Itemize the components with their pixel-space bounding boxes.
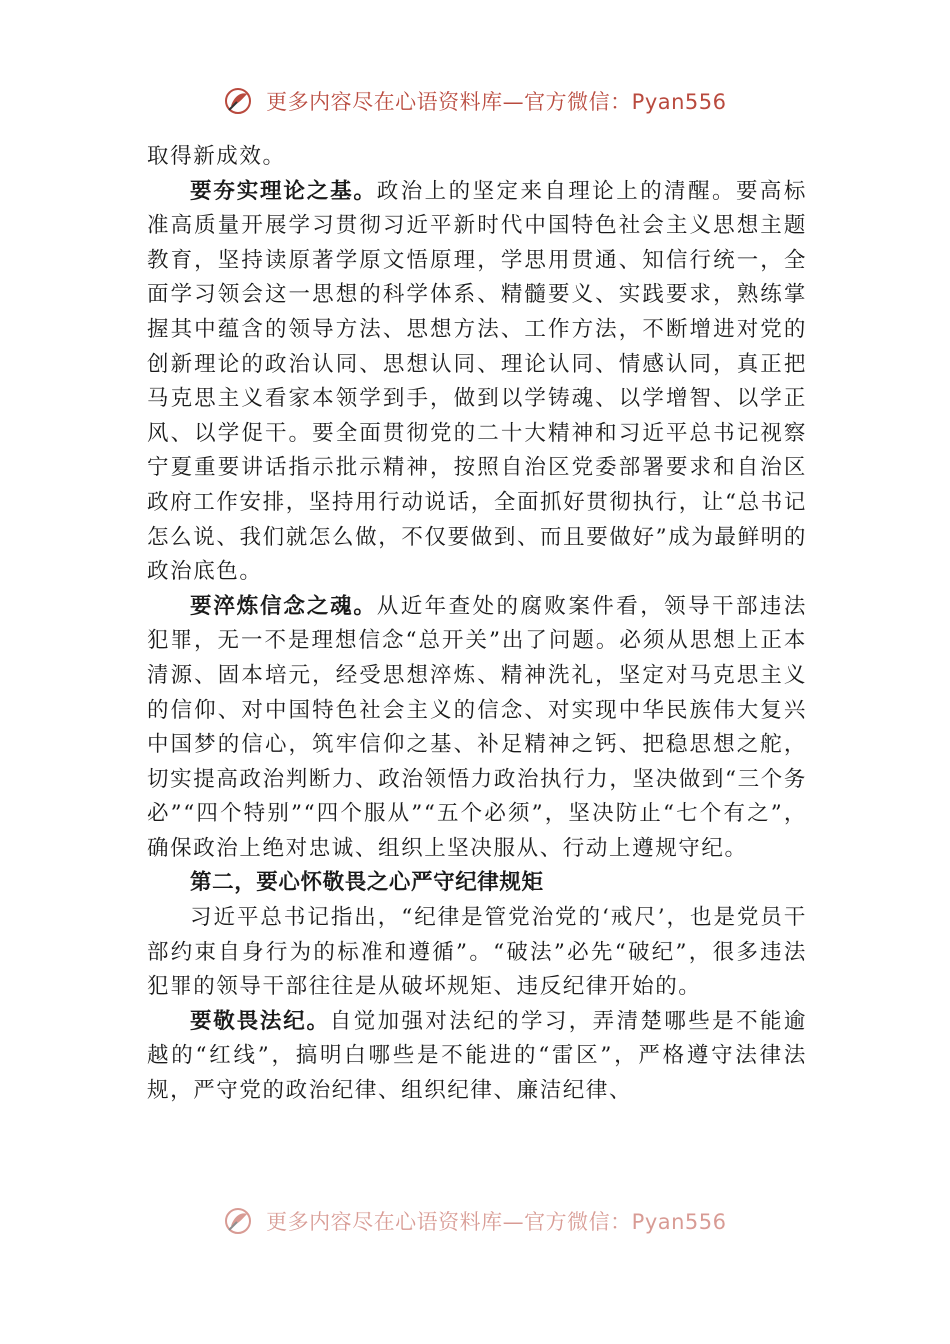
paragraph-text: 习近平总书记指出，“纪律是管党治党的‘戒尺’，也是党员干部约束自身行为的标准和遵循”。“破法”必先“破纪”，很多违法犯罪的领导干部往往是从破坏规矩、违反纪律开始的。: [147, 905, 807, 1000]
watermark-text: 更多内容尽在心语资料库—官方微信：Pyan556: [266, 90, 727, 114]
leaf-logo-icon: [223, 86, 253, 116]
paragraph-lead: 要敬畏法纪。: [190, 1008, 330, 1034]
paragraph-discipline: [147, 1005, 807, 1109]
paragraph-text: 取得新成效。: [147, 144, 286, 169]
paragraph-belief: [147, 590, 807, 867]
paragraph-text: 从近年查处的腐败案件看，领导干部违法犯罪，无一不是理想信念“总开关”出了问题。必须从思想上正本清源、固本培元，经受思想淬炼、精神洗礼，坚定对马克思主义的信仰、对中国特色社会主义的信念、对实现中华民族伟大复兴中国梦的信心，筑牢信仰之基、补足精神之钙、把稳思想之舵，切实提高政治判断力、政治领悟力政治执行力，坚决做到“三个务必”“四个特别”“四个服从”“五个必须”，坚决防止“七个有之”，确保政治上绝对忠诚、组织上坚决服从、行动上遵规守纪。: [147, 593, 807, 861]
watermark-header: [0, 86, 950, 116]
document-body: [147, 140, 807, 1109]
watermark-footer: [0, 1206, 950, 1236]
paragraph-theory: [147, 175, 807, 590]
paragraph-lead: 要淬炼信念之魂。: [190, 593, 377, 619]
paragraph-text: 自觉加强对法纪的学习，弄清楚哪些是不能逾越的“红线”，搞明白哪些是不能进的“雷区”，严格遵守法律法规，严守党的政治纪律、组织纪律、廉洁纪律、: [147, 1008, 807, 1104]
paragraph-lead: 要夯实理论之基。: [190, 178, 377, 204]
watermark-text: 更多内容尽在心语资料库—官方微信：Pyan556: [266, 1210, 727, 1234]
leaf-logo-icon: [223, 1206, 253, 1236]
paragraph-quote: [147, 901, 807, 1005]
paragraph-text: 政治上的坚定来自理论上的清醒。要高标准高质量开展学习贯彻习近平新时代中国特色社会主义思想主题教育，坚持读原著学原文悟原理，学思用贯通、知信行统一，全面学习领会这一思想的科学体系、精髓要义、实践要求，熟练掌握其中蕴含的领导方法、思想方法、工作方法，不断增进对党的创新理论的政治认同、思想认同、理论认同、情感认同，真正把马克思主义看家本领学到手，做到以学铸魂、以学增智、以学正风、以学促干。要全面贯彻党的二十大精神和习近平总书记视察宁夏重要讲话指示批示精神，按照自治区党委部署要求和自治区政府工作安排，坚持用行动说话，全面抓好贯彻执行，让“总书记怎么说、我们就怎么做，不仅要做到、而且要做好”成为最鲜明的政治底色。: [147, 178, 807, 585]
paragraph-continuation: [147, 140, 807, 175]
section-heading: 第二，要心怀敬畏之心严守纪律规矩: [190, 870, 544, 896]
